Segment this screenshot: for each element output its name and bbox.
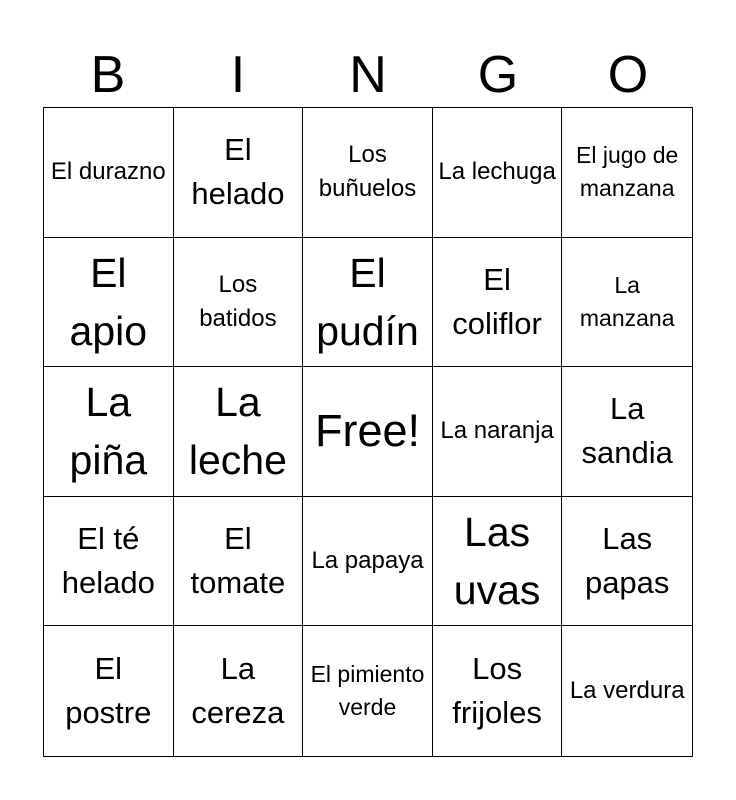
cell-label: Las uvas [453,509,541,614]
cell-label: Los batidos [199,270,277,332]
cell-label: El apio [69,249,148,354]
bingo-cell-r1-c4[interactable] [433,108,563,238]
bingo-cell-r1-c5[interactable] [562,108,692,238]
bingo-cell-r3-c5[interactable] [562,367,692,497]
cell-label: La lechuga [438,158,556,186]
header-letter-o: O [607,46,649,104]
bingo-cell-r4-c2[interactable] [174,497,304,627]
bingo-header [43,42,693,108]
bingo-cell-r5-c4[interactable] [433,626,563,756]
bingo-cell-r2-c5[interactable] [562,238,692,368]
header-letter-g: G [477,46,519,104]
cell-label: La papaya [311,547,424,575]
cell-label: El tomate [190,521,286,601]
bingo-cell-r3-c1[interactable] [44,367,174,497]
bingo-cell-r1-c3[interactable] [303,108,433,238]
bingo-cell-r4-c4[interactable] [433,497,563,627]
bingo-cell-r2-c3[interactable] [303,238,433,368]
cell-label: Los frijoles [452,651,542,731]
cell-label: La manzana [579,271,675,331]
cell-label: El pudín [316,249,419,354]
cell-label: El té helado [61,521,155,601]
bingo-cell-r5-c3[interactable] [303,626,433,756]
bingo-cell-r5-c1[interactable] [44,626,174,756]
cell-label: La verdura [569,677,685,705]
bingo-cell-r2-c1[interactable] [44,238,174,368]
header-letter-n: N [349,46,387,104]
cell-label: La naranja [440,417,554,445]
cell-label: La piña [69,379,148,484]
bingo-cell-r3-c2[interactable] [174,367,304,497]
cell-label: El durazno [50,158,166,186]
cell-label: La cereza [191,651,285,731]
bingo-cell-r5-c2[interactable] [174,626,304,756]
bingo-cell-r3-c4[interactable] [433,367,563,497]
cell-label: La leche [188,379,287,484]
cell-label: El jugo de manzana [576,142,679,202]
bingo-cell-r4-c5[interactable] [562,497,692,627]
cell-label: Los buñuelos [318,141,417,203]
bingo-cell-r5-c5[interactable] [562,626,692,756]
bingo-cell-r2-c2[interactable] [174,238,304,368]
bingo-cell-r4-c3[interactable] [303,497,433,627]
bingo-cell-r1-c2[interactable] [174,108,304,238]
bingo-cell-r1-c1[interactable] [44,108,174,238]
cell-label: El coliflor [452,261,542,341]
bingo-cell-r2-c4[interactable] [433,238,563,368]
free-space-label: Free! [314,405,420,457]
cell-label: Las papas [584,521,670,601]
cell-label: El helado [191,132,285,212]
bingo-board [43,107,693,757]
header-letter-i: I [230,46,246,104]
header-letter-b: B [90,46,126,104]
bingo-cell-r4-c1[interactable] [44,497,174,627]
cell-label: El pimiento verde [310,661,425,721]
cell-label: El postre [65,651,152,731]
cell-label: La sandia [581,391,673,471]
bingo-cell-free[interactable] [303,367,433,497]
